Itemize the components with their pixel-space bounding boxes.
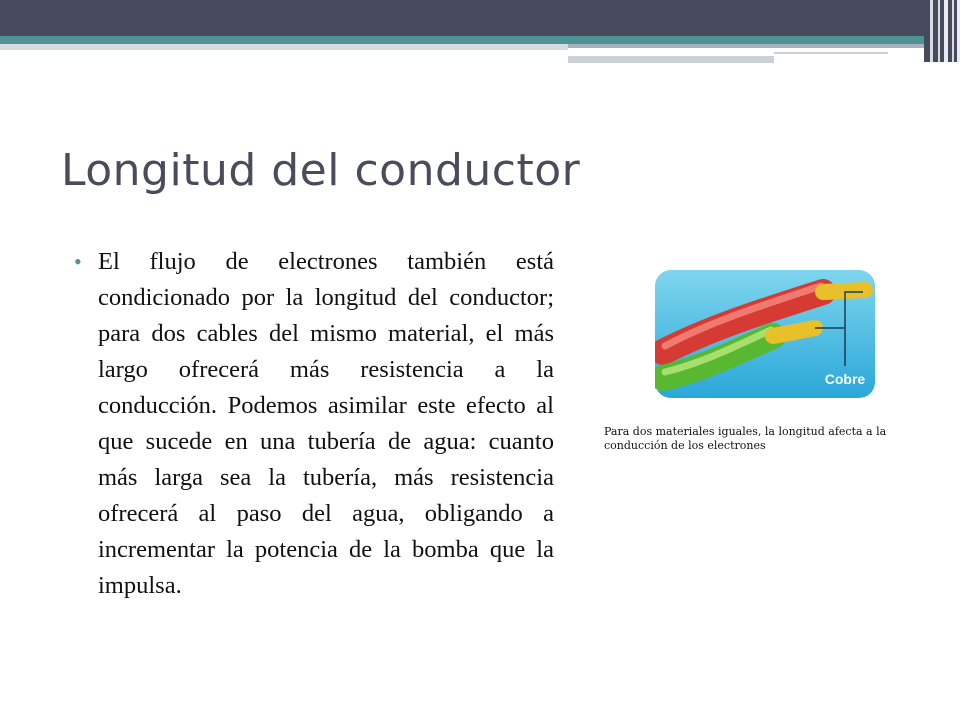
cable-illustration — [655, 270, 875, 398]
bullet-text: El flujo de electrones también está condicionado por la longitud del conductor; para dos cables del mismo material, el más largo ofrecerá más resistencia a la conducción. Podemos asimilar este efecto al que sucede en una tubería de agua: cuanto más larga sea la tubería, más resistencia ofrecerá al paso del agua, obligando a incrementar la potencia de la bomba que la impulsa. — [98, 248, 554, 599]
header-strip — [568, 44, 960, 48]
slide-title: Longitud del conductor — [61, 145, 581, 196]
figure-caption: Para dos materiales iguales, la longitud afecta a la conducción de los electrones — [604, 425, 887, 452]
header-strip — [774, 52, 888, 54]
corner-decoration — [924, 0, 960, 62]
header-strip — [568, 56, 774, 63]
green-copper-core — [773, 328, 815, 336]
bullet-dot-icon: • — [74, 249, 82, 274]
copper-label: Cobre — [824, 371, 866, 387]
header-bar — [0, 0, 960, 36]
bullet-list — [74, 244, 554, 604]
bullet-item — [74, 244, 554, 604]
header-strip — [0, 44, 568, 50]
header-accent-band — [0, 36, 960, 44]
cable-figure — [655, 270, 875, 398]
